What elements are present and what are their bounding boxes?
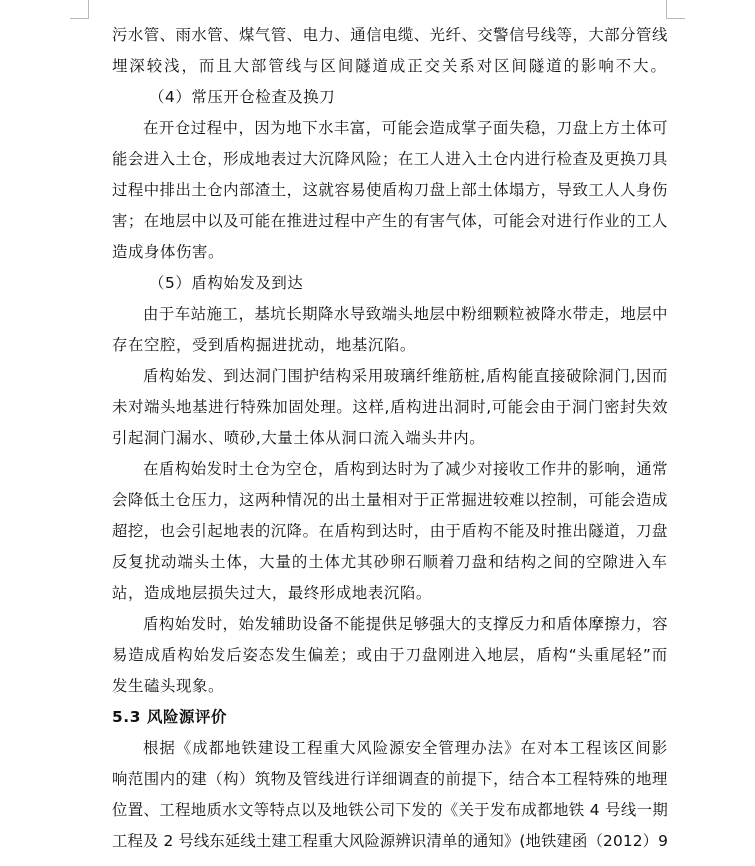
- body-line: 站，造成地层损失过大，最终形成地表沉陷。: [112, 584, 432, 602]
- crop-mark-right-horizontal: [666, 18, 685, 19]
- body-line: 引起洞门漏水、喷砂,大量土体从洞口流入端头井内。: [112, 429, 486, 447]
- document-body: [112, 20, 668, 857]
- subheading: （5）盾构始发及到达: [149, 274, 304, 292]
- paragraph-first-line: 在盾构始发时土仓为空仓，盾构到达时为了减少对接收工作井的影响，通常: [143, 460, 668, 478]
- body-line: 反复扰动端头土体，大量的土体尤其砂卵石顺着刀盘和结构之间的空隙进入车: [112, 553, 668, 571]
- paragraph-first-line: 盾构始发时，始发辅助设备不能提供足够强大的支撑反力和盾体摩擦力，容: [143, 615, 668, 633]
- section-heading: 5.3 风险源评价: [112, 708, 227, 726]
- paragraph-first-line: 根据《成都地铁建设工程重大风险源安全管理办法》在对本工程该区间影: [143, 739, 668, 757]
- body-line: 埋深较浅，而且大部管线与区间隧道成正交关系对区间隧道的影响不大。: [112, 57, 668, 75]
- crop-mark-left-horizontal: [70, 18, 89, 19]
- body-line: 易造成盾构始发后姿态发生偏差；或由于刀盘刚进入地层，盾构“头重尾轻”而: [112, 646, 668, 664]
- body-line: 发生磕头现象。: [112, 677, 224, 695]
- paragraph-first-line: 由于车站施工，基坑长期降水导致端头地层中粉细颗粒被降水带走，地层中: [143, 305, 668, 323]
- crop-mark-right-vertical: [666, 0, 667, 18]
- body-line: 位置、工程地质水文等特点以及地铁公司下发的《关于发布成都地铁 4 号线一期: [112, 801, 668, 819]
- paragraph-first-line: 盾构始发、到达洞门围护结构采用玻璃纤维筋桩,盾构能直接破除洞门,因而: [143, 367, 668, 385]
- body-line: 未对端头地基进行特殊加固处理。这样,盾构进出洞时,可能会由于洞门密封失效: [112, 398, 668, 416]
- body-line: 造成身体伤害。: [112, 243, 224, 261]
- body-line: 响范围内的建（构）筑物及管线进行详细调查的前提下，结合本工程特殊的地理: [112, 770, 668, 788]
- paragraph-first-line: 在开仓过程中，因为地下水丰富，可能会造成掌子面失稳，刀盘上方土体可: [143, 119, 668, 137]
- body-line: 存在空腔，受到盾构掘进扰动，地基沉陷。: [112, 336, 416, 354]
- body-line: 过程中排出土仓内部渣土，这就容易使盾构刀盘上部土体塌方，导致工人人身伤: [112, 181, 668, 199]
- body-line: 超挖，也会引起地表的沉降。在盾构到达时，由于盾构不能及时推出隧道，刀盘: [112, 522, 668, 540]
- body-line: 工程及 2 号线东延线土建工程重大风险源辨识清单的通知》(地铁建函（2012）9: [112, 832, 668, 850]
- body-line: 会降低土仓压力，这两种情况的出土量相对于正常掘进较难以控制，可能会造成: [112, 491, 668, 509]
- crop-mark-left-vertical: [88, 0, 89, 18]
- body-line: 能会进入土仓，形成地表过大沉降风险；在工人进入土仓内进行检查及更换刀具: [112, 150, 668, 168]
- body-line: 污水管、雨水管、煤气管、电力、通信电缆、光纤、交警信号线等，大部分管线: [112, 26, 668, 44]
- subheading: （4）常压开仓检查及换刀: [149, 88, 336, 106]
- body-line: 害；在地层中以及可能在推进过程中产生的有害气体，可能会对进行作业的工人: [112, 212, 668, 230]
